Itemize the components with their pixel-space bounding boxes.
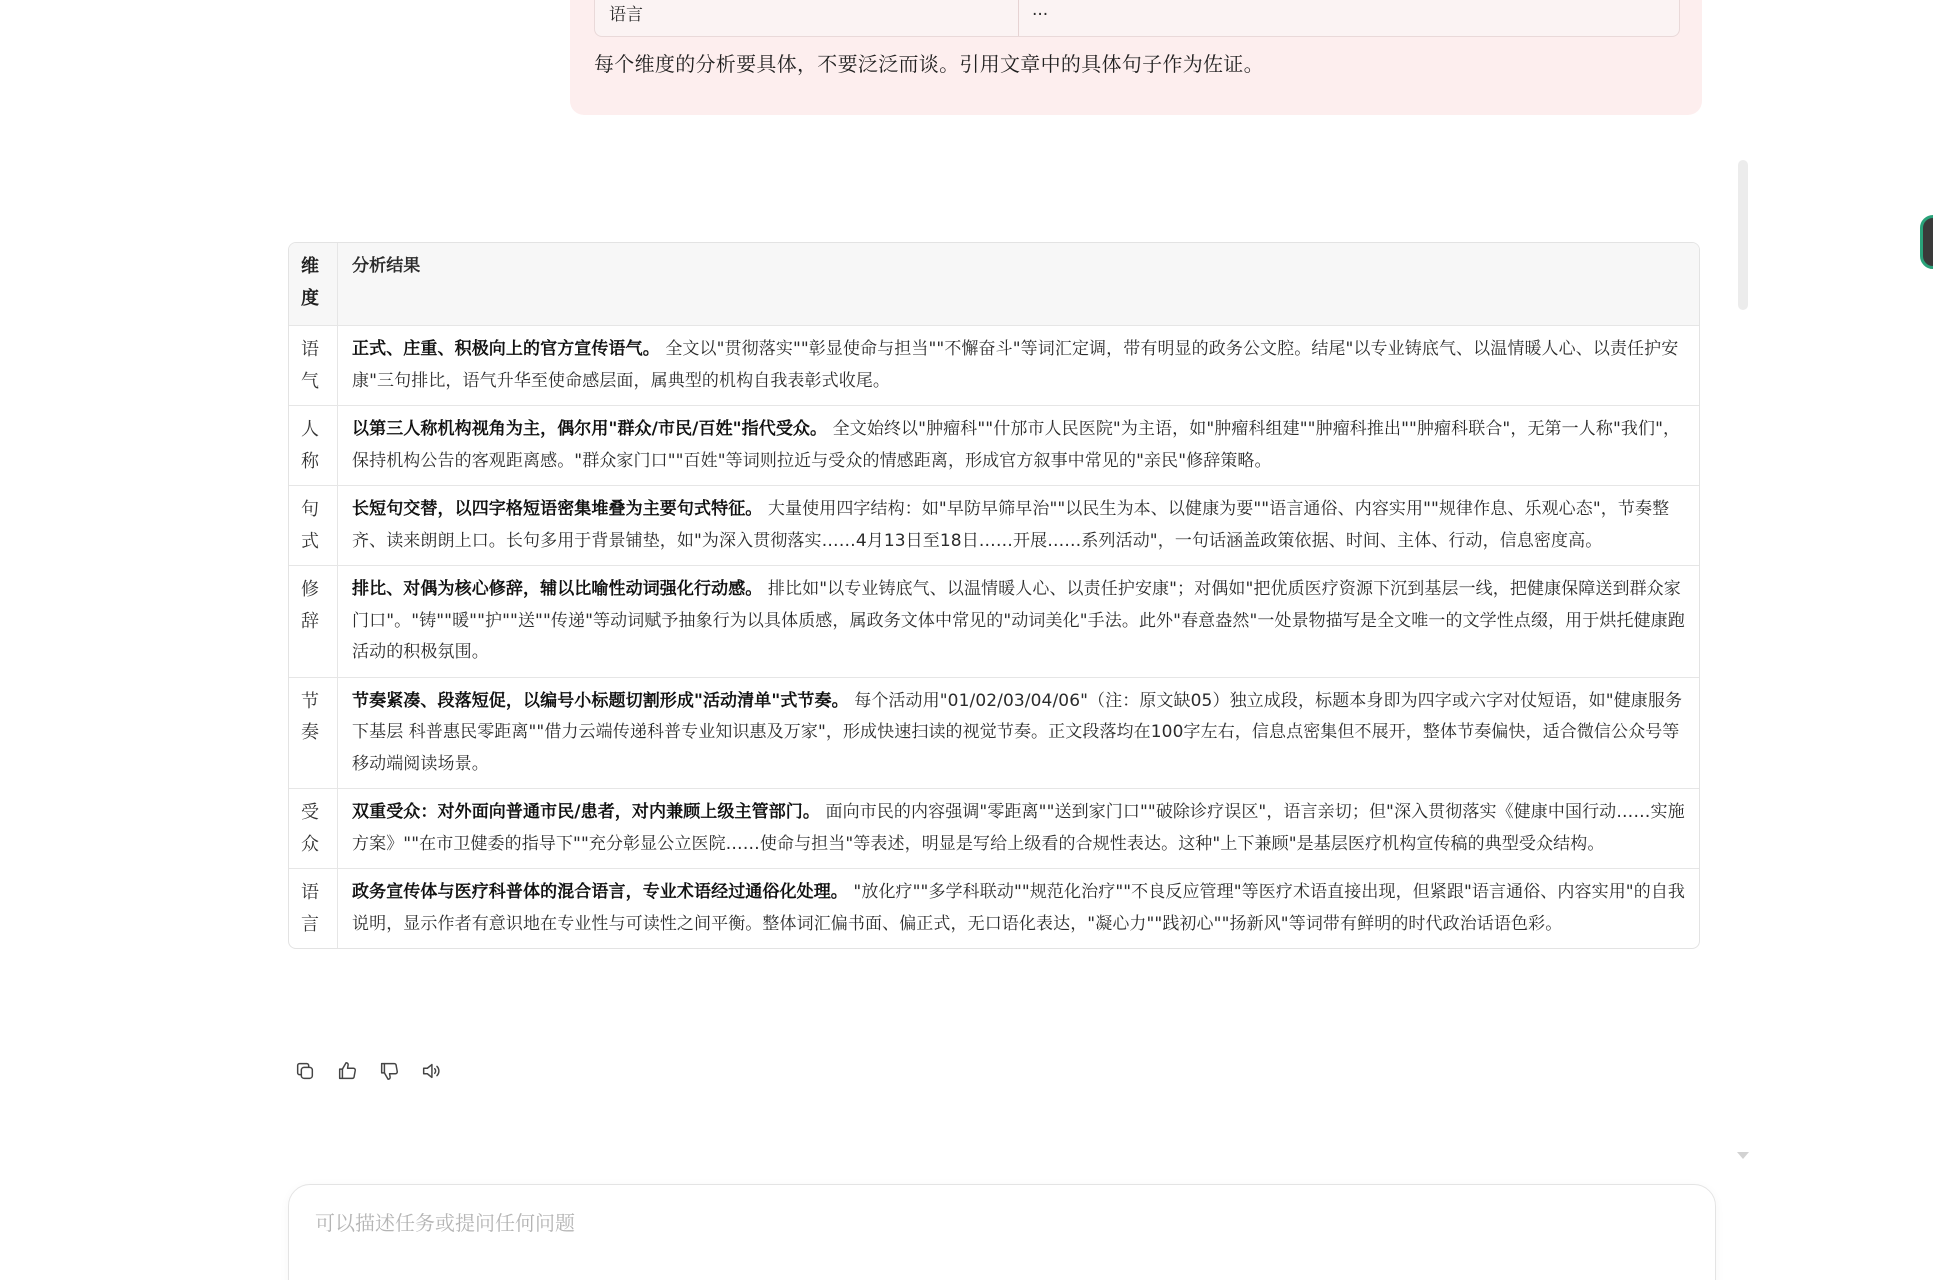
header-dimension: 维度 <box>289 243 338 326</box>
message-actions <box>292 1060 444 1086</box>
row-detail: 大量使用四字结构：如"早防早筛早治""以民生为本、以健康为要""语言通俗、内容实用""规律作息、乐观心态"，节奏整齐、读来朗朗上口。长句多用于背景铺垫，如"为深入贯彻落实……4月13日至18日……开展……系列活动"，一句话涵盖政策依据、时间、主体、行动，信息密度高。 <box>352 499 1670 551</box>
user-table-dimension-text: 语言 <box>609 5 643 25</box>
row-result <box>338 326 1699 406</box>
row-detail: 排比如"以专业铸底气、以温情暖人心、以责任护安康"；对偶如"把优质医疗资源下沉到基层一线，把健康保障送到群众家门口"。"铸""暖""护""送""传递"等动词赋予抽象行为以具体质感，属政务文体中常见的"动词美化"手法。此外"春意盎然"一处景物描写是全文唯一的文学性点缀，用于烘托健康跑活动的积极氛围。 <box>352 579 1685 662</box>
composer-input[interactable] <box>313 1207 1677 1239</box>
speaker-icon <box>420 1060 442 1086</box>
thumbs-up-icon <box>336 1060 358 1086</box>
row-lead: 长短句交替，以四字格短语密集堆叠为主要句式特征。 <box>352 499 763 519</box>
row-result <box>338 486 1699 566</box>
row-dimension: 受众 <box>289 789 338 869</box>
row-result <box>338 789 1699 869</box>
row-result <box>338 406 1699 486</box>
user-table-value-text: ... <box>1032 0 1049 20</box>
row-detail: 面向市民的内容强调"零距离""送到家门口""破除诊疗误区"，语言亲切；但"深入贯彻落实《健康中国行动……实施方案》""在市卫健委的指导下""充分彰显公立医院……使命与担当"等表述，明显是写给上级看的合规性表达。这种"上下兼顾"是基层医疗机构宣传稿的典型受众结构。 <box>352 802 1685 854</box>
scroll-down-icon[interactable] <box>1737 1152 1749 1159</box>
row-lead: 以第三人称机构视角为主，偶尔用"群众/市民/百姓"指代受众。 <box>352 419 828 439</box>
table-row <box>289 406 1699 486</box>
row-detail: 全文始终以"肿瘤科""什邡市人民医院"为主语，如"肿瘤科组建""肿瘤科推出""肿瘤科联合"，无第一人称"我们"，保持机构公告的客观距离感。"群众家门口""百姓"等词则拉近与受众的情感距离，形成官方叙事中常见的"亲民"修辞策略。 <box>352 419 1681 471</box>
scrollbar-thumb[interactable] <box>1738 160 1748 310</box>
user-table-last-row <box>594 0 1680 37</box>
row-dimension: 句式 <box>289 486 338 566</box>
row-result <box>338 566 1699 678</box>
row-lead: 节奏紧凑、段落短促，以编号小标题切割形成"活动清单"式节奏。 <box>352 690 849 711</box>
read-aloud-button[interactable] <box>418 1060 444 1086</box>
user-table-cell-dimension <box>595 0 1019 36</box>
table-body <box>289 326 1699 948</box>
row-detail: 每个活动用"01/02/03/04/06"（注：原文缺05）独立成段，标题本身即为四字或六字对仗短语，如"健康服务下基层 科普惠民零距离""借力云端传递科普专业知识惠及万家"，形成快速扫读的视觉节奏。正文段落均在100字左右，信息点密集但不展开，整体节奏偏快，适合微信公众号等移动端阅读场景。 <box>352 690 1683 774</box>
header-result: 分析结果 <box>338 243 1699 326</box>
row-detail: "放化疗""多学科联动""规范化治疗""不良反应管理"等医疗术语直接出现，但紧跟"语言通俗、内容实用"的自我说明，显示作者有意识地在专业性与可读性之间平衡。整体词汇偏书面、偏正式，无口语化表达，"凝心力""践初心""扬新风"等词带有鲜明的时代政治话语色彩。 <box>352 882 1686 934</box>
user-message-bubble <box>570 0 1702 115</box>
composer-box <box>288 1184 1716 1280</box>
table-row <box>289 566 1699 678</box>
row-result <box>338 869 1699 948</box>
copy-button[interactable] <box>292 1060 318 1086</box>
row-dimension: 语气 <box>289 326 338 406</box>
table-row <box>289 789 1699 869</box>
table-header-row <box>289 243 1699 326</box>
row-dimension: 人称 <box>289 406 338 486</box>
row-dimension: 修辞 <box>289 566 338 678</box>
row-lead: 排比、对偶为核心修辞，辅以比喻性动词强化行动感。 <box>352 579 763 599</box>
dislike-button[interactable] <box>376 1060 402 1086</box>
analysis-result-table <box>288 242 1700 949</box>
table-row <box>289 869 1699 948</box>
row-lead: 正式、庄重、积极向上的官方宣传语气。 <box>352 339 660 359</box>
table-row <box>289 326 1699 406</box>
table-row <box>289 678 1699 790</box>
row-lead: 政务宣传体与医疗科普体的混合语言，专业术语经过通俗化处理。 <box>352 882 848 902</box>
like-button[interactable] <box>334 1060 360 1086</box>
copy-icon <box>294 1060 316 1086</box>
row-result <box>338 678 1699 790</box>
row-detail: 全文以"贯彻落实""彰显使命与担当""不懈奋斗"等词汇定调，带有明显的政务公文腔。结尾"以专业铸底气、以温情暖人心、以责任护安康"三句排比，语气升华至使命感层面，属典型的机构自我表彰式收尾。 <box>352 339 1679 391</box>
user-message-note: 每个维度的分析要具体，不要泛泛而谈。引用文章中的具体句子作为佐证。 <box>594 52 1264 76</box>
assistant-avatar <box>1920 215 1933 269</box>
row-dimension: 语言 <box>289 869 338 948</box>
row-dimension: 节奏 <box>289 678 338 790</box>
thumbs-down-icon <box>378 1060 400 1086</box>
table-row <box>289 486 1699 566</box>
row-lead: 双重受众：对外面向普通市民/患者，对内兼顾上级主管部门。 <box>352 802 821 822</box>
